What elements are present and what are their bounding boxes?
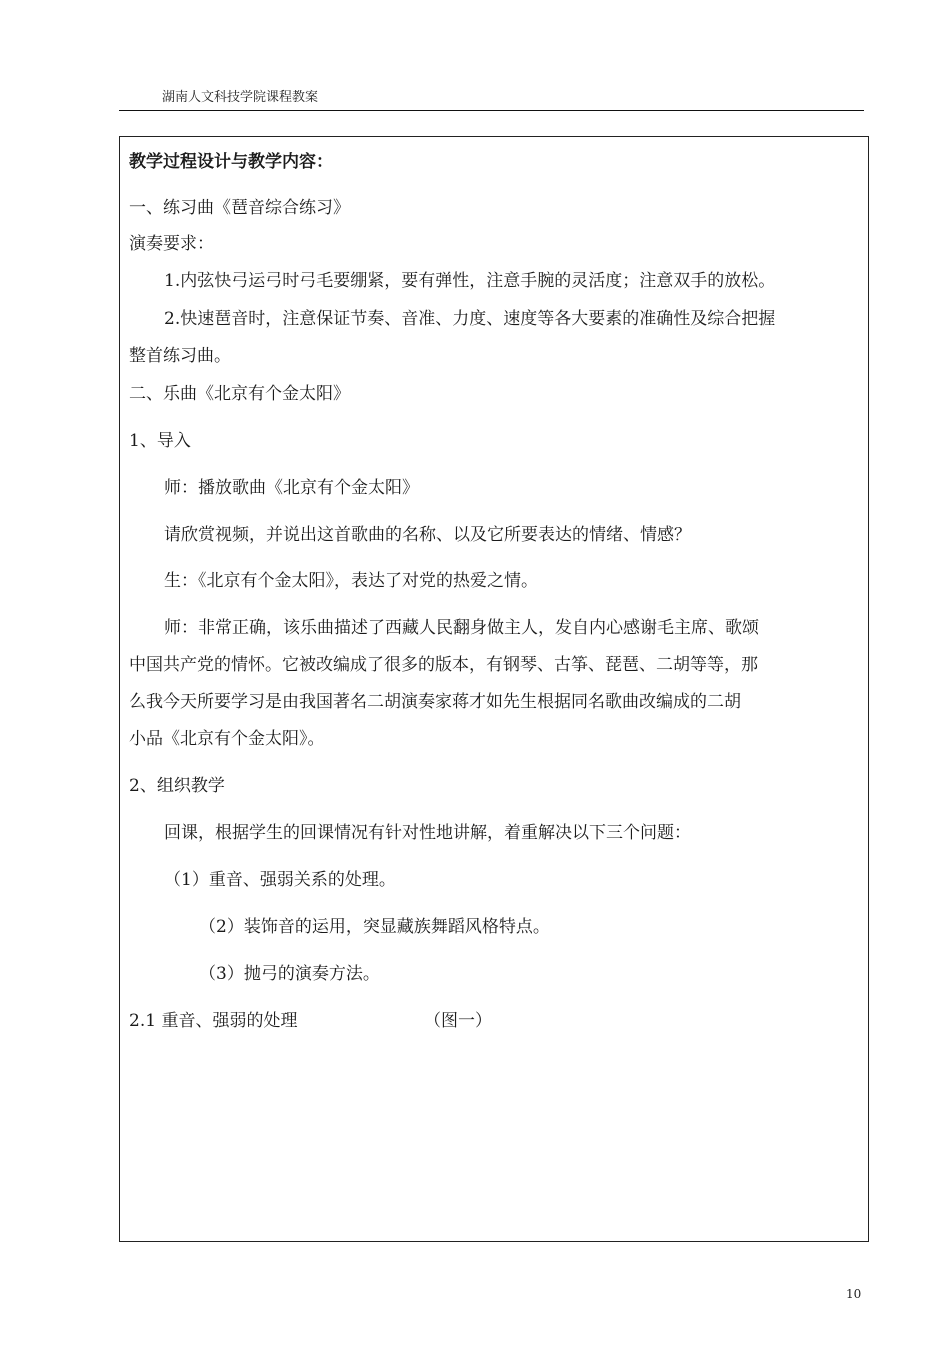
- issue-item-2: （2）装饰音的运用，突显藏族舞蹈风格特点。: [199, 917, 550, 937]
- teacher-paragraph-line-4: 小品《北京有个金太阳》。: [129, 729, 325, 749]
- teacher-paragraph-line-3: 么我今天所要学习是由我国著名二胡演奏家蒋才如先生根据同名歌曲改编成的二胡: [129, 692, 741, 712]
- requirement-item-2-line-2: 整首练习曲。: [129, 346, 231, 366]
- subsection-organize-title: 2、组织教学: [129, 776, 225, 796]
- teacher-paragraph-line-2: 中国共产党的情怀。它被改编成了很多的版本，有钢琴、古筝、琵琶、二胡等等，那: [129, 655, 758, 675]
- section-2-title: 二、乐曲《北京有个金太阳》: [129, 384, 350, 404]
- teacher-line-1: 师：播放歌曲《北京有个金太阳》: [164, 478, 419, 498]
- header-rule: [119, 110, 864, 111]
- performance-requirements-label: 演奏要求：: [129, 234, 214, 254]
- section-1-title: 一、练习曲《琶音综合练习》: [129, 198, 350, 218]
- student-answer-line: 生：《北京有个金太阳》，表达了对党的热爱之情。: [164, 571, 538, 591]
- teacher-paragraph-line-1: 师：非常正确，该乐曲描述了西藏人民翻身做主人，发自内心感谢毛主席、歌颂: [164, 618, 759, 638]
- section-heading: 教学过程设计与教学内容：: [129, 152, 333, 172]
- requirement-item-2-line-1: 2.快速琶音时，注意保证节奏、音准、力度、速度等各大要素的准确性及综合把握: [164, 309, 776, 329]
- requirement-item-1: 1.内弦快弓运弓时弓毛要绷紧，要有弹性，注意手腕的灵活度；注意双手的放松。: [164, 271, 776, 291]
- document-header-title: 湖南人文科技学院课程教案: [162, 90, 319, 105]
- question-line: 请欣赏视频，并说出这首歌曲的名称、以及它所要表达的情绪、情感？: [164, 525, 691, 545]
- content-frame: [119, 136, 869, 1242]
- subsection-2-1-title: 2.1 重音、强弱的处理: [129, 1011, 298, 1031]
- issue-item-1: （1）重音、强弱关系的处理。: [164, 870, 396, 890]
- figure-reference: （图一）: [424, 1011, 492, 1031]
- subsection-intro-title: 1、导入: [129, 431, 191, 451]
- issue-item-3: （3）抛弓的演奏方法。: [199, 964, 380, 984]
- review-line: 回课，根据学生的回课情况有针对性地讲解，着重解决以下三个问题：: [164, 823, 691, 843]
- page-number: 10: [846, 1287, 862, 1301]
